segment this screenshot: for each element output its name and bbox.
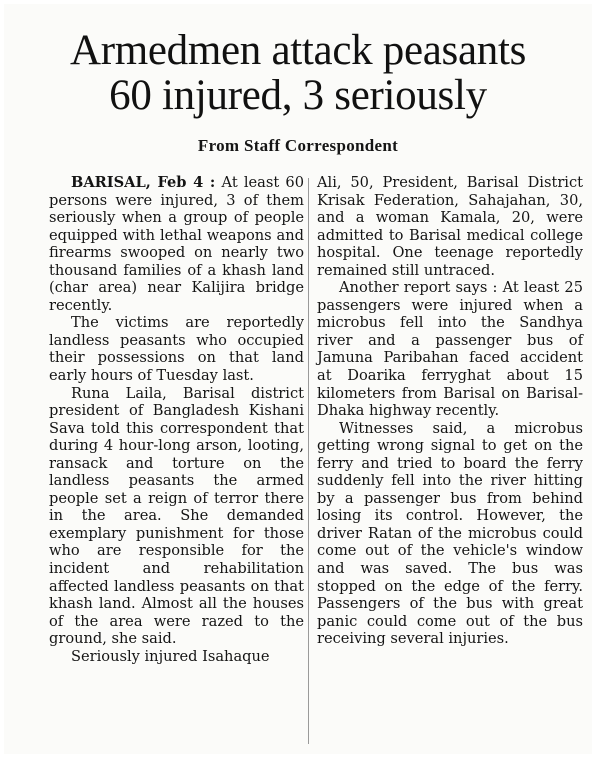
article-column-left bbox=[49, 174, 304, 665]
headline-line-1: Armedmen attack peasants bbox=[69, 27, 527, 74]
article-paragraph: Another report says : At least 25 passengers were injured when a microbus fell into the Sandhya river and a passenger bus of Jamuna Paribahan faced accident at Doarika ferryghat about 15 kilometers from Barisal on Barisal-Dhaka highway recently. bbox=[317, 279, 583, 420]
headline-line-2: 60 injured, 3 seriously bbox=[109, 72, 487, 119]
article-column-right bbox=[317, 174, 583, 648]
newspaper-clipping bbox=[4, 4, 592, 754]
article-paragraph bbox=[49, 174, 304, 314]
article-body bbox=[49, 174, 589, 748]
article-paragraph: Seriously injured Isahaque bbox=[71, 647, 270, 665]
column-divider bbox=[308, 178, 309, 744]
paragraph-text: At least 60 persons were injured, 3 of them seriously when a group of people equipped with lethal weapons and firearms swooped on nearly two thousand families of a khash land (char area) near Kalijira bridge recently. bbox=[49, 174, 304, 314]
dateline: BARISAL, Feb 4 : bbox=[71, 174, 216, 191]
article-paragraph: The victims are reportedly landless peasants who occupied their possessions on that land early hours of Tuesday last. bbox=[49, 314, 304, 385]
byline: From Staff Correspondent bbox=[197, 136, 399, 155]
headline bbox=[4, 4, 592, 118]
article-paragraph: Runa Laila, Barisal district president of Bangladesh Kishani Sava told this correspondent that during 4 hour-long arson, looting, ransack and torture on the landless peasants the armed people set a reign of terror there in the area. She demanded exemplary punishment for those who are responsible for the incident and rehabilitation affected landless peasants on that khash land. Almost all the houses of the area were razed to the ground, she said. bbox=[49, 384, 304, 648]
article-paragraph: Witnesses said, a microbus getting wrong signal to get on the ferry and tried to board the ferry suddenly fell into the river hitting by a passenger bus from behind losing its control. However, the driver Ratan of the microbus could come out of the vehicle's window and was saved. The bus was stopped on the edge of the ferry. Passengers of the bus with great panic could come out of the bus receiving several injuries. bbox=[317, 419, 583, 648]
article-paragraph: Ali, 50, President, Barisal District Krisak Federation, Sahajahan, 30, and a woman Kamala, 20, were admitted to Barisal medical college hospital. One teenage reportedly remained still untraced. bbox=[317, 174, 583, 279]
